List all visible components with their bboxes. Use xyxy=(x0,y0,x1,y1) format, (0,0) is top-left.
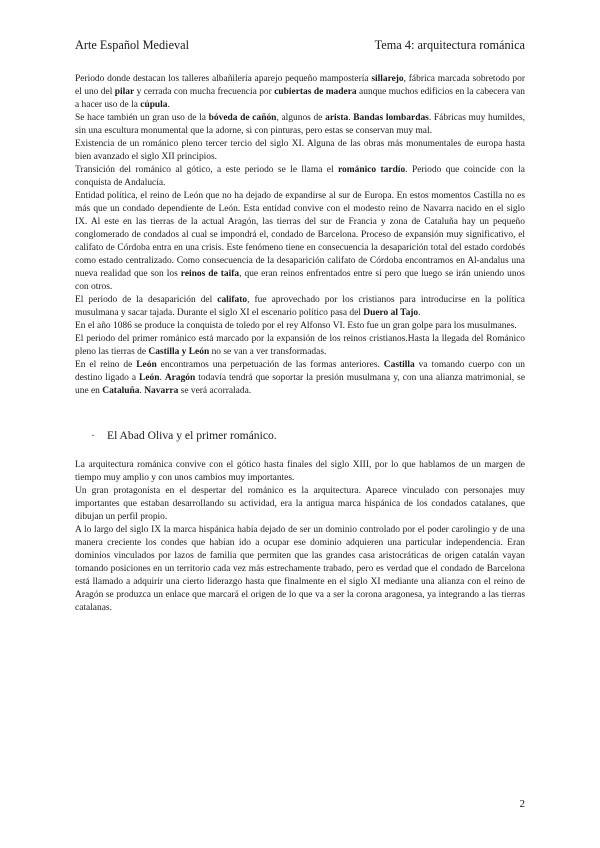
text-run: va tomando cuerpo con un destino ligado a xyxy=(75,360,525,383)
section-heading-text: El Abad Oliva y el primer románico. xyxy=(107,429,277,442)
text-run: aunque muchos edificios en la cabecera van a hacer uso de la xyxy=(75,87,525,110)
bold-term: románico tardío xyxy=(338,165,406,175)
paragraph xyxy=(75,459,525,485)
text-run: todavía tendrá que soportar la presión musulmana y, con una alianza matrimonial, se une en xyxy=(75,373,526,396)
text-run: , fue aprovechado por los cristianos para introducirse en la política musulmana y sacar tajada. Durante el siglo XI el escenario político pasa del xyxy=(75,295,525,318)
bold-term: León xyxy=(139,373,160,383)
bold-term: califato xyxy=(217,295,248,305)
paragraph xyxy=(75,294,525,320)
text-run: . Periodo que coincide con la conquista de Andalucía. xyxy=(75,165,525,188)
bold-term: Castilla y León xyxy=(148,347,210,357)
text-run: Un gran protagonista en el despertar del románico es la arquitectura. Aparece vinculado con personajes muy importantes que estaban desarrollando su actividad, era la antigua marca hispánica de los condados catalanes, que dibujan un perfil propio. xyxy=(75,486,525,522)
paragraph xyxy=(75,524,525,615)
text-run: . xyxy=(139,386,145,396)
text-run: Entidad política, el reino de León que no ha dejado de expandirse al sur de Europa. En estos momentos Castilla no es más que un condado dependiente de León. Esta entidad convive con el modesto reino de Navarra nacido en el siglo IX. Al este en las tierras de la actual Aragón, las tierras del sur de Francia y zona de Cataluña hay un pequeño conglomerado de condados al cual se impondrá el, condado de Barcelona. Proceso de expansión muy significativo, el califato de Córdoba entra en una crisis. Este fenómeno tiene en consecuencia la desaparición total del estado cordobés como estado centralizado. Como consecuencia de la desaparición califato de Córdoba encontramos en Al-andalus una nueva realidad que son los xyxy=(75,191,525,279)
text-run: , algunos de xyxy=(276,113,326,123)
text-run: . xyxy=(348,113,354,123)
text-run: El periodo de la desaparición del xyxy=(75,295,218,305)
paragraph xyxy=(75,190,525,294)
text-run: . xyxy=(167,100,170,110)
page-header xyxy=(75,38,525,54)
paragraph xyxy=(75,320,525,333)
bold-term: arista xyxy=(325,113,349,123)
text-run: se verá acorralada. xyxy=(178,386,252,396)
paragraph xyxy=(75,112,525,138)
paragraph xyxy=(75,164,525,190)
text-run: A lo largo del siglo IX la marca hispánica había dejado de ser un dominio controlado por el poder carolingio y de una manera creciente los condes que habían ido a ocupar ese dominio adquieren una particular independencia. Eran dominios vinculados por lazos de familia que permiten que las grandes casa aristocráticas de origen catalán vayan tomando posiciones en un territorio cada vez más estrechamente trabado, pero es verdad que el condado de Barcelona está llamado a adquirir una cierto liderazgo hasta que finalmente en el siglo XI mediante una alianza con el reino de Aragón se produzca un enlace que marcará el origen de lo que va a ser la corona aragonesa, ya integrando a las tierras catalanas. xyxy=(75,525,525,613)
header-course-title: Arte Español Medieval xyxy=(75,38,190,52)
text-run: , fábrica marcada sobretodo por el uno del xyxy=(75,74,526,97)
bold-term: sillarejo xyxy=(371,74,404,84)
text-run: Transición del románico al gótico, a este periodo se le llama el xyxy=(75,165,339,175)
bold-term: pilar xyxy=(114,87,135,97)
bold-term: reinos de taifa xyxy=(180,269,240,279)
text-run: En el año 1086 se produce la conquista de toledo por el rey Alfonso VI. Esto fue un gran golpe para los musulmanes. xyxy=(75,321,517,331)
text-run: Periodo donde destacan los talleres albañilería aparejo pequeño mampostería xyxy=(75,74,372,84)
bold-term: bóveda de cañón xyxy=(208,113,277,123)
page-number: 2 xyxy=(519,798,525,810)
text-run: Existencia de un románico pleno tercer tercio del siglo XI. Alguna de las obras más monumentales de europa hasta bien avanzado el siglo XII principios. xyxy=(75,139,525,162)
bold-term: Bandas lombardas xyxy=(353,113,429,123)
bold-term: cubiertas de madera xyxy=(274,87,357,97)
text-run: , que eran reinos enfrentados entre sí pero que luego se irán uniendo unos con otros. xyxy=(75,269,525,292)
bold-term: Castilla xyxy=(383,360,415,370)
bullet-icon: · xyxy=(91,429,95,442)
bold-term: Navarra xyxy=(144,386,179,396)
bold-term: Duero al Tajo xyxy=(363,308,419,318)
section-intro xyxy=(75,73,525,398)
bold-term: Aragón xyxy=(164,373,196,383)
text-run: no se van a ver transformadas. xyxy=(209,347,327,357)
paragraph xyxy=(75,485,525,524)
text-run: y cerrada con mucha frecuencia por xyxy=(134,87,275,97)
section-heading xyxy=(75,429,525,443)
paragraph xyxy=(75,138,525,164)
document-body xyxy=(75,73,525,615)
text-run: . xyxy=(418,308,421,318)
bold-term: León xyxy=(136,360,157,370)
text-run: El periodo del primer románico está marcado por la expansión de los reinos cristianos.Hasta la llegada del Románico pleno las tierras de xyxy=(75,334,525,357)
section-abad-oliva xyxy=(75,459,525,615)
text-run: . xyxy=(159,373,165,383)
header-topic-title: Tema 4: arquitectura románica xyxy=(374,38,525,52)
text-run: encontramos una perpetuación de las formas anteriores. xyxy=(156,360,384,370)
text-run: En el reino de xyxy=(75,360,137,370)
text-run: . Fábricas muy humildes, sin una escultura monumental que la adorne, si con pinturas, pero estas se conservan muy mal. xyxy=(75,113,525,136)
paragraph xyxy=(75,73,525,112)
text-run: Se hace también un gran uso de la xyxy=(75,113,209,123)
bold-term: cúpula xyxy=(140,100,168,110)
bold-term: Cataluña xyxy=(102,386,140,396)
paragraph xyxy=(75,333,525,359)
text-run: La arquitectura románica convive con el gótico hasta finales del siglo XIII, por lo que hablamos de un margen de tiempo muy amplio y con unos cambios muy importantes. xyxy=(75,460,525,483)
paragraph xyxy=(75,359,525,398)
